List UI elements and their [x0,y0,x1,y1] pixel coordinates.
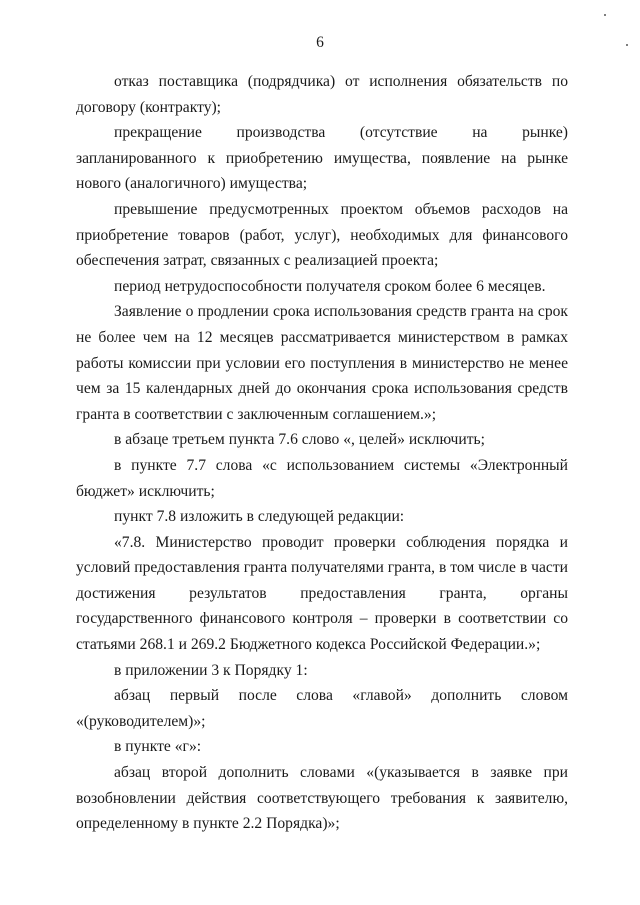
scan-speck [626,44,628,46]
paragraph-3: превышение предусмотренных проектом объемов расходов на приобретение товаров (работ, услуг), необходимых для финансового обеспечения затрат, связанных с реализацией проекта; [76,200,568,270]
paragraph-6: в абзаце третьем пункта 7.6 слово «, целей» исключить; [114,431,485,449]
paragraph-8: пункт 7.8 изложить в следующей редакции: [114,508,405,526]
paragraph-4: период нетрудоспособности получателя сроком более 6 месяцев. [114,277,546,295]
page-number: 6 [316,34,324,51]
paragraph-5: Заявление о продлении срока использования средств гранта на срок не более чем на 12 месяцев рассматривается министерством в рамках работы комиссии при условии его поступления в министерство не менее чем за 15 календарных дней до окончания срока использования средств гранта в соответствии с заключенным соглашением.»; [76,303,568,423]
paragraph-12: в пункте «г»: [114,738,202,756]
paragraph-13: абзац второй дополнить словами «(указывается в заявке при возобновлении действия соответствующего требования к заявителю, определенному в пункте 2.2 Порядка)»; [76,764,568,833]
paragraph-2: прекращение производства (отсутствие на рынке) запланированного к приобретению имущества, появление на рынке нового (аналогичного) имущества; [76,124,568,193]
paragraph-9: «7.8. Министерство проводит проверки соблюдения порядка и условий предоставления гранта получателями гранта, в том числе в части достижения результатов предоставления гранта, органы государственного финансового контроля – проверки в соответствии со статьями 268.1 и 269.2 Бюджетного кодекса Российской Федерации.»; [76,533,568,654]
paragraph-11: абзац первый после слова «главой» дополнить словом «(руководителем)»; [76,687,568,730]
paragraph-1: отказ поставщика (подрядчика) от исполнения обязательств по договору (контракту); [76,73,568,116]
document-body [76,69,568,837]
scan-speck [604,14,606,16]
paragraph-7: в пункте 7.7 слова «с использованием системы «Электронный бюджет» исключить; [76,456,568,500]
paragraph-10: в приложении 3 к Порядку 1: [114,661,308,679]
